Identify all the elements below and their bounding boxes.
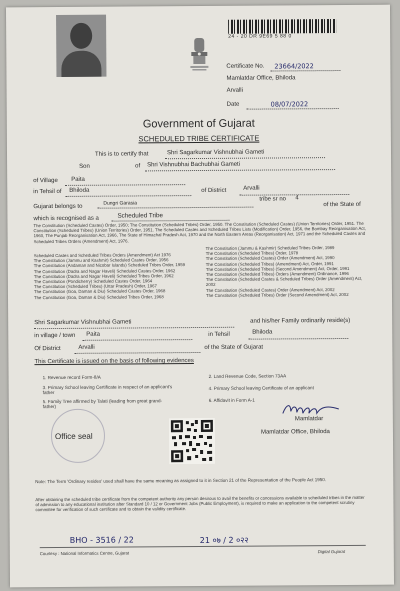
signing-office: Mamlatdar Office, Bhiloda bbox=[260, 429, 330, 436]
office-line: Mamlatdar Office, Bhiloda bbox=[226, 75, 296, 82]
tribe-no-label: tribe sr no bbox=[259, 196, 287, 203]
residence-village: Paita bbox=[86, 331, 100, 338]
office-seal-label: Office seal bbox=[54, 431, 93, 442]
of-label: of bbox=[135, 163, 141, 170]
footer-brand: Digital Gujarat bbox=[317, 548, 346, 555]
residence-district: Arvalli bbox=[78, 344, 95, 351]
page-subtitle: SCHEDULED TRIBE CERTIFICATE bbox=[138, 133, 260, 144]
state-emblem-icon bbox=[186, 36, 212, 74]
residence-district-label: Of District bbox=[34, 345, 61, 353]
barcode bbox=[228, 19, 336, 34]
orders-left-list: Scheduled Castes and Scheduled Tribes Orders (Amendment) Act 1976 The Constitution (Jammu and Kashmir) Scheduled Castes Order, 1956 The Constitution (Andaman and Nicobar Islands) Scheduled Tribes Order, 1959 The Constitution (Dadra and Nagar Haveli) Scheduled Castes Order, 1962 The Constitution (Dadra and Nagar Haveli) Scheduled Tribes Order, 1962 The Constitution (Pondicherry) Scheduled Castes Order, 1964 The Constitution (Scheduled Tribes) (Uttar Pradesh) Order, 1967 The Constitution (Goa, Daman & Diu) Scheduled Castes Order, 1968 The Constitution (Goa, Daman & Diu) Scheduled Tribes Order, 1968 bbox=[33, 252, 186, 300]
mamlatdar-label: Mamlatdar bbox=[294, 416, 324, 423]
date-label: Date bbox=[226, 101, 240, 108]
footer-courtesy: Courtesy : National Informatics Centre, Gujarat bbox=[39, 550, 130, 557]
category-value: Scheduled Tribe bbox=[117, 212, 163, 220]
note-text: Note: The Term 'Ordinary resides' used shall have the same meaning as assigned to it in Section 21 of the Representation of the People Act 1950. bbox=[35, 477, 327, 485]
village-value: Paita bbox=[71, 176, 85, 183]
handwritten-date: 21 ०७ / 2 ०२२ bbox=[199, 535, 249, 546]
evidence-item: 4. Primary School leaving Certificate of an applicant bbox=[208, 385, 314, 391]
evidence-heading: This Certificate is issued on the basis of following evidences bbox=[34, 358, 194, 366]
residence-village-label: in village / town bbox=[34, 332, 76, 340]
family-suffix: and his/her Family ordinarily reside(s) bbox=[250, 317, 351, 325]
son-label: Son bbox=[79, 163, 90, 170]
recognised-prefix: which is recognised as a bbox=[33, 215, 99, 223]
evidence-item: 2. Land Revenue Code, Section 73AA bbox=[208, 373, 287, 379]
certificate-no: 23664/2022 bbox=[274, 62, 314, 71]
certificate-page bbox=[6, 5, 394, 588]
after-paragraph: After obtaining the scheduled tribe certificate from the competent authority any person desirous to avail the benefits or concessions available to scheduled tribes in the matter of admission to any educational institution after Standard 10 / 12 or Government Jobs (Public Employment), is required to make an application to the competent scrutiny committee for verification of such certificate and to obtain the validity certificate. bbox=[35, 494, 365, 513]
evidence-item: 5. Family Tree affirmed by Talati (leading from great grand-father) bbox=[42, 398, 163, 410]
tehsil-value: Bhiloda bbox=[69, 187, 90, 194]
residence-name: Shri Sagarkumar Vishnubhai Gameti bbox=[34, 319, 132, 327]
tribe-no: 4 bbox=[295, 195, 299, 202]
tribe-name: Dungri Garasia bbox=[103, 200, 138, 207]
footer-rule bbox=[40, 545, 366, 548]
belongs-prefix: Gujarat belongs to bbox=[33, 203, 83, 211]
evidence-item: 3. Primary School leaving Certificate in respect of an applicant's father bbox=[42, 384, 173, 396]
person-name: Shri Sagarkumar Vishnubhai Gameti bbox=[166, 149, 265, 157]
header-place: Arvalli bbox=[226, 87, 243, 94]
evidence-item: 6. Affidavit in Form A-1 bbox=[208, 397, 255, 403]
barcode-number: 24 - 20 DR 9E69 5 88 0 bbox=[228, 33, 292, 40]
applicant-photo bbox=[56, 15, 106, 77]
evidence-item: 1. Revenue record Form-8/A bbox=[42, 374, 101, 381]
district-label: of District bbox=[201, 187, 227, 194]
tehsil-label: in Tehsil of bbox=[33, 188, 62, 196]
state-suffix: of the State of bbox=[323, 201, 361, 209]
residence-tehsil-label: in Tehsil bbox=[208, 331, 230, 338]
qr-code bbox=[169, 418, 215, 464]
certificate-no-label: Certificate No. bbox=[226, 63, 265, 70]
orders-paragraph: The Constitution (Scheduled Castes) Order, 1950; The Constitution (Scheduled Tribes) Order, 1950. The Constitution (Scheduled Castes) (Union Territories) Order, 1951. The Constitution (Scheduled Tribes) (Union Territories) Order, 1951. The Scheduled Castes and Scheduled Tribes Lists (Modification) Order, 1956, the Bombay Reorganisation Act, 1960, The Punjab Reorganisation Act, 1966, The State of Himachal Pradesh Act, 1970 and the North Eastern Areas (Reorganisation) Act, 1971 and the Scheduled Castes and Scheduled Tribes Orders (Amendment) Act, 1976. bbox=[33, 220, 366, 244]
father-name: Shri Vishnubhai Bachubhai Gameti bbox=[147, 161, 241, 169]
district-value: Arvalli bbox=[243, 185, 260, 192]
orders-right-list: The Constitution (Jammu & Kashmir) Scheduled Tribes Order, 1989 The Constitution (Scheduled Tribes) Order, 1978 The Constitution (Scheduled Castes) Order (Amendment) Act, 1990 The Constitution (Scheduled Tribes) (Amendment) Act, Order, 1991 The Constitution (Scheduled Tribes) (Second Amendment) Act, Order, 1991 The Constitution (Scheduled Tribes) Orders (Amendment) Ordinance, 1996 The Constitution (Scheduled Castes & Scheduled Tribes) Order (Amendment) Act, 2002 The Constitution (Scheduled Castes) Order (Amendment) Act, 2002 The Constitution (Scheduled Tribes) Order (Second Amendment) Act, 2002 bbox=[205, 245, 363, 298]
handwritten-reference: BHO - 3516 / 22 bbox=[69, 535, 134, 545]
page-title: Government of Gujarat bbox=[142, 117, 255, 131]
residence-state: of the State of Gujarat bbox=[204, 344, 264, 351]
date-value: 08/07/2022 bbox=[270, 100, 309, 109]
residence-tehsil: Bhiloda bbox=[252, 329, 273, 336]
village-label: of Village bbox=[33, 177, 58, 185]
certify-prefix: This is to certify that bbox=[94, 151, 149, 158]
